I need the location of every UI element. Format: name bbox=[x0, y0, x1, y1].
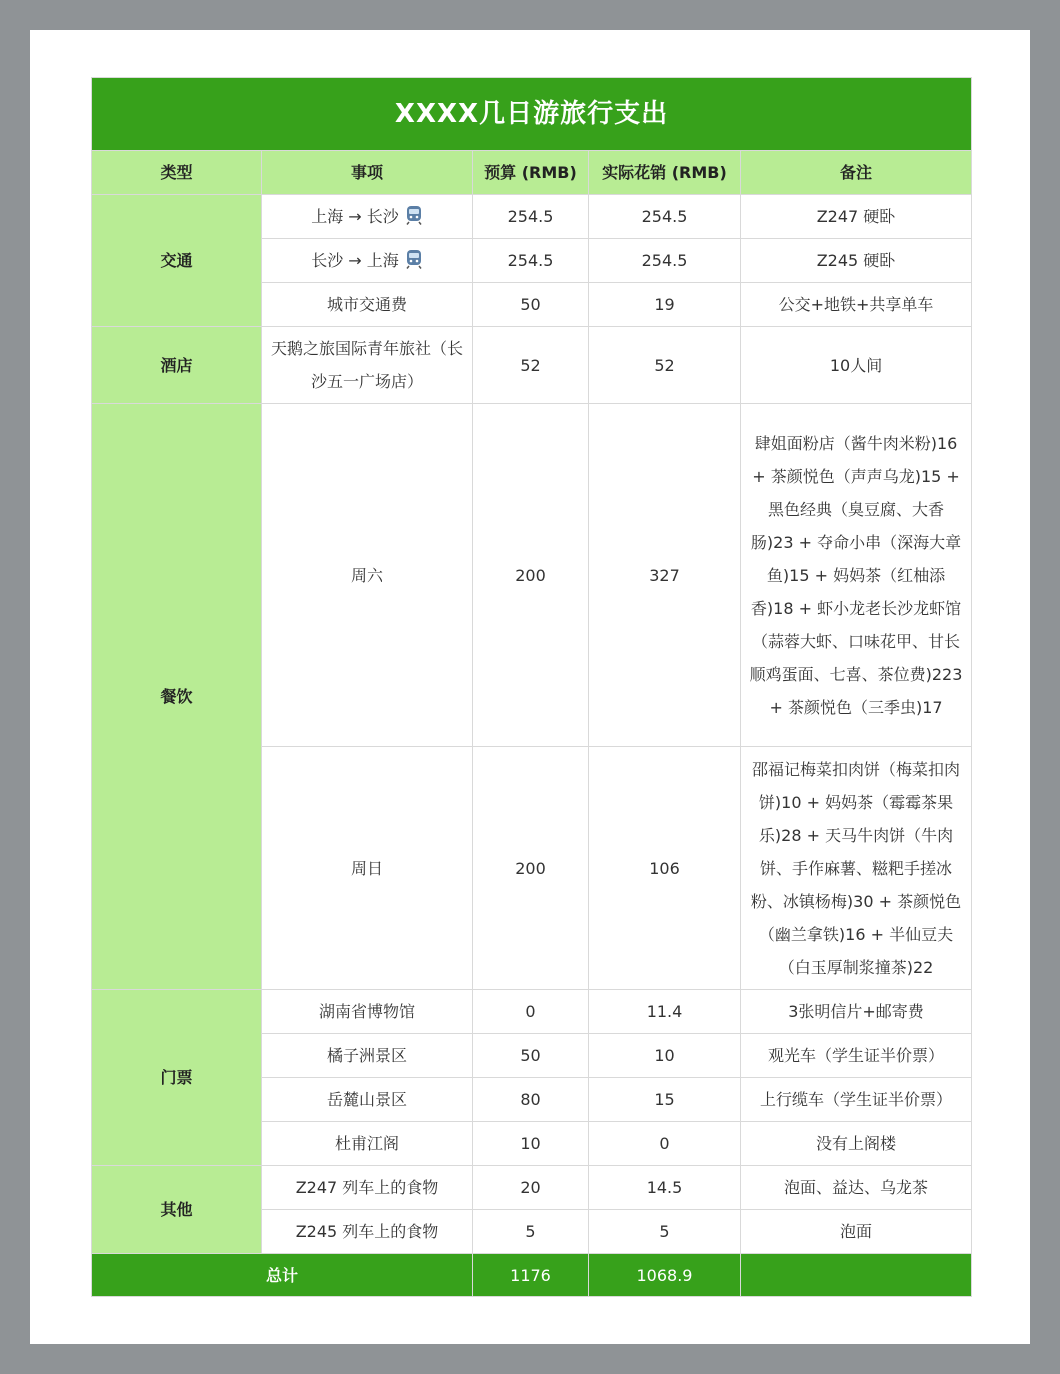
category-transport: 交通 bbox=[92, 195, 262, 327]
note-cell: 3张明信片+邮寄费 bbox=[741, 990, 972, 1034]
note-cell: Z247 硬卧 bbox=[741, 195, 972, 239]
note-cell: 没有上阁楼 bbox=[741, 1122, 972, 1166]
budget-cell: 50 bbox=[473, 283, 589, 327]
note-cell: 公交+地铁+共享单车 bbox=[741, 283, 972, 327]
table-row bbox=[92, 327, 972, 404]
table-row bbox=[92, 1166, 972, 1210]
item-cell: Z245 列车上的食物 bbox=[262, 1210, 473, 1254]
budget-cell: 5 bbox=[473, 1210, 589, 1254]
actual-cell: 254.5 bbox=[589, 195, 741, 239]
budget-cell: 200 bbox=[473, 747, 589, 990]
actual-cell: 5 bbox=[589, 1210, 741, 1254]
table-title: XXXX几日游旅行支出 bbox=[92, 78, 972, 151]
budget-cell: 20 bbox=[473, 1166, 589, 1210]
actual-cell: 0 bbox=[589, 1122, 741, 1166]
note-cell: Z245 硬卧 bbox=[741, 239, 972, 283]
category-hotel: 酒店 bbox=[92, 327, 262, 404]
note-cell: 邵福记梅菜扣肉饼（梅菜扣肉饼)10 + 妈妈茶（霉霉茶果乐)28 + 天马牛肉饼（牛肉饼、手作麻薯、糍粑手搓冰粉、冰镇杨梅)30 + 茶颜悦色（幽兰拿铁)16 + 半仙豆夫（白玉厚制浆撞茶)22 bbox=[741, 747, 972, 990]
table-row bbox=[92, 990, 972, 1034]
table-row bbox=[92, 195, 972, 239]
header-budget: 预算 (RMB) bbox=[473, 151, 589, 195]
item-cell: Z247 列车上的食物 bbox=[262, 1166, 473, 1210]
actual-cell: 106 bbox=[589, 747, 741, 990]
actual-cell: 19 bbox=[589, 283, 741, 327]
header-item: 事项 bbox=[262, 151, 473, 195]
header-type: 类型 bbox=[92, 151, 262, 195]
note-cell: 上行缆车（学生证半价票） bbox=[741, 1078, 972, 1122]
item-label: 长沙 → 上海 bbox=[311, 251, 399, 270]
item-cell: 橘子洲景区 bbox=[262, 1034, 473, 1078]
actual-cell: 10 bbox=[589, 1034, 741, 1078]
header-actual: 实际花销 (RMB) bbox=[589, 151, 741, 195]
total-row bbox=[92, 1254, 972, 1297]
actual-cell: 14.5 bbox=[589, 1166, 741, 1210]
total-actual: 1068.9 bbox=[589, 1254, 741, 1297]
budget-cell: 254.5 bbox=[473, 239, 589, 283]
actual-cell: 327 bbox=[589, 404, 741, 747]
budget-cell: 0 bbox=[473, 990, 589, 1034]
note-cell: 泡面 bbox=[741, 1210, 972, 1254]
budget-cell: 50 bbox=[473, 1034, 589, 1078]
item-cell: 周日 bbox=[262, 747, 473, 990]
actual-cell: 52 bbox=[589, 327, 741, 404]
item-cell: 城市交通费 bbox=[262, 283, 473, 327]
item-cell bbox=[262, 239, 473, 283]
budget-cell: 200 bbox=[473, 404, 589, 747]
category-other: 其他 bbox=[92, 1166, 262, 1254]
budget-cell: 254.5 bbox=[473, 195, 589, 239]
budget-cell: 80 bbox=[473, 1078, 589, 1122]
item-cell bbox=[262, 195, 473, 239]
item-cell: 岳麓山景区 bbox=[262, 1078, 473, 1122]
table-row bbox=[92, 404, 972, 747]
total-budget: 1176 bbox=[473, 1254, 589, 1297]
train-icon bbox=[405, 205, 423, 225]
total-note bbox=[741, 1254, 972, 1297]
category-tickets: 门票 bbox=[92, 990, 262, 1166]
item-cell: 杜甫江阁 bbox=[262, 1122, 473, 1166]
item-label: 上海 → 长沙 bbox=[311, 207, 399, 226]
header-row bbox=[92, 151, 972, 195]
note-cell: 肆姐面粉店（酱牛肉米粉)16 + 茶颜悦色（声声乌龙)15 + 黑色经典（臭豆腐、大香肠)23 + 夺命小串（深海大章鱼)15 + 妈妈茶（红柚添香)18 + 虾小龙老长沙龙虾馆（蒜蓉大虾、口味花甲、甘长顺鸡蛋面、七喜、茶位费)223 + 茶颜悦色（三季虫)17 bbox=[741, 404, 972, 747]
header-note: 备注 bbox=[741, 151, 972, 195]
title-row bbox=[92, 78, 972, 151]
category-dining: 餐饮 bbox=[92, 404, 262, 990]
expense-table bbox=[91, 77, 972, 1297]
actual-cell: 254.5 bbox=[589, 239, 741, 283]
total-label: 总计 bbox=[92, 1254, 473, 1297]
note-cell: 泡面、益达、乌龙茶 bbox=[741, 1166, 972, 1210]
actual-cell: 15 bbox=[589, 1078, 741, 1122]
budget-cell: 52 bbox=[473, 327, 589, 404]
document-page bbox=[30, 30, 1030, 1344]
item-cell: 天鹅之旅国际青年旅社（长沙五一广场店） bbox=[262, 327, 473, 404]
budget-cell: 10 bbox=[473, 1122, 589, 1166]
actual-cell: 11.4 bbox=[589, 990, 741, 1034]
item-cell: 湖南省博物馆 bbox=[262, 990, 473, 1034]
item-cell: 周六 bbox=[262, 404, 473, 747]
train-icon bbox=[405, 249, 423, 269]
note-cell: 10人间 bbox=[741, 327, 972, 404]
note-cell: 观光车（学生证半价票） bbox=[741, 1034, 972, 1078]
